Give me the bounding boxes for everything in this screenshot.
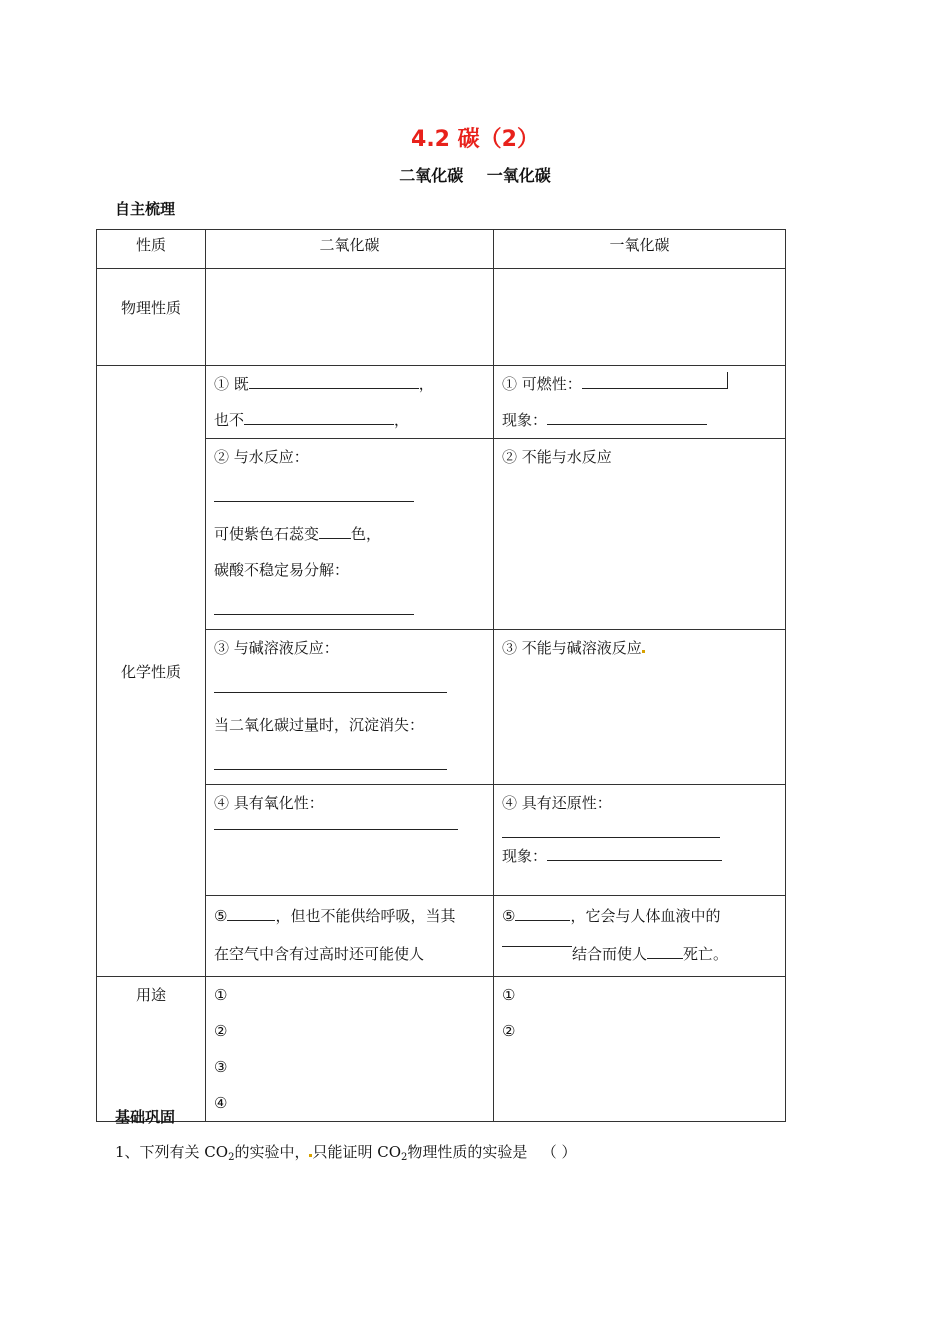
co-r5-b-end: 死亡。 bbox=[683, 945, 729, 963]
punct: 色， bbox=[351, 525, 382, 543]
blank bbox=[244, 408, 394, 425]
co-r3-a: ③ 不能与碱溶液反应 bbox=[502, 639, 642, 657]
blank bbox=[502, 821, 720, 838]
co-r5-b: 结合而使人 bbox=[572, 945, 648, 963]
co-r5-a: ⑤ bbox=[502, 907, 516, 925]
blank bbox=[647, 942, 683, 959]
cell-co-r3 bbox=[494, 630, 786, 785]
co2-r3-a: ③ 与碱溶液反应： bbox=[214, 639, 339, 657]
cell-co2-r1 bbox=[206, 366, 494, 439]
co2-use-2: ② bbox=[214, 1022, 228, 1040]
blank bbox=[227, 904, 275, 921]
q1-mid2: 只能证明 CO bbox=[312, 1143, 402, 1161]
table-row-chem-1 bbox=[97, 366, 786, 439]
co2-r5-a: ⑤ bbox=[214, 907, 228, 925]
header-co2: 二氧化碳 bbox=[206, 230, 494, 269]
table-row-physical bbox=[97, 269, 786, 366]
cell-co-physical bbox=[494, 269, 786, 366]
properties-table bbox=[96, 229, 786, 1122]
co2-r2-c: 碳酸不稳定易分解： bbox=[214, 561, 350, 579]
page-title: 4.2 碳（2） bbox=[411, 127, 539, 152]
blank bbox=[547, 844, 722, 861]
table-header-row bbox=[97, 230, 786, 269]
blank bbox=[249, 372, 419, 389]
co2-r5-a-end: ，但也不能供给呼吸，当其 bbox=[275, 907, 456, 925]
cell-co-r2 bbox=[494, 439, 786, 630]
section-heading-practice: 基础巩固 bbox=[115, 1108, 176, 1126]
label-chemical: 化学性质 bbox=[97, 366, 206, 977]
label-usage bbox=[97, 977, 206, 1122]
usage-label-text: 用途 bbox=[135, 986, 166, 1004]
co-r5-a-end: ，它会与人体血液中的 bbox=[570, 907, 721, 925]
blank bbox=[547, 408, 707, 425]
blank bbox=[214, 485, 414, 502]
co-r4-a: ④ 具有还原性： bbox=[502, 794, 612, 812]
cell-co2-r5 bbox=[206, 896, 494, 977]
co-r1-a: ① 可燃性： bbox=[502, 375, 582, 393]
q1-suffix: 物理性质的实验是 bbox=[407, 1143, 528, 1161]
co2-r1-b: 也不 bbox=[214, 411, 245, 429]
co2-use-1: ① bbox=[214, 986, 228, 1004]
co-use-2: ② bbox=[502, 1022, 516, 1040]
blank bbox=[319, 522, 351, 539]
co-r2-a: ② 不能与水反应 bbox=[502, 448, 612, 466]
punct: ， bbox=[394, 411, 410, 429]
cell-co2-r2 bbox=[206, 439, 494, 630]
co2-r2-b: 可使紫色石蕊变 bbox=[214, 525, 320, 543]
cell-co2-uses bbox=[206, 977, 494, 1122]
table-row-uses bbox=[97, 977, 786, 1122]
page-subtitle: 二氧化碳 一氧化碳 bbox=[399, 166, 551, 185]
answer-parenthesis: （ ） bbox=[541, 1143, 577, 1161]
cell-co2-physical bbox=[206, 269, 494, 366]
co2-r5-b: 在空气中含有过高时还可能使人 bbox=[214, 945, 425, 963]
q1-prefix: 1、下列有关 CO bbox=[115, 1143, 229, 1161]
co2-r1-a: ① 既 bbox=[214, 375, 249, 393]
blank bbox=[214, 676, 447, 693]
co2-use-3: ③ bbox=[214, 1058, 228, 1076]
q1-mid: 的实验中， bbox=[234, 1143, 310, 1161]
co-r1-b: 现象： bbox=[502, 411, 548, 429]
blank bbox=[502, 938, 572, 947]
co2-r3-b: 当二氧化碳过量时，沉淀消失： bbox=[214, 716, 425, 734]
co2-r4-a: ④ 具有氧化性： bbox=[214, 794, 324, 812]
header-property: 性质 bbox=[97, 230, 206, 269]
co-r4-b: 现象： bbox=[502, 847, 548, 865]
co-use-1: ① bbox=[502, 986, 516, 1004]
cell-co-uses bbox=[494, 977, 786, 1122]
blank bbox=[582, 372, 728, 389]
cell-co2-r4 bbox=[206, 785, 494, 896]
co2-use-4: ④ bbox=[214, 1094, 228, 1112]
cell-co-r4 bbox=[494, 785, 786, 896]
blank bbox=[214, 598, 414, 615]
punct: ， bbox=[418, 375, 434, 393]
label-physical: 物理性质 bbox=[97, 269, 206, 366]
q1-sub2: 2 bbox=[401, 1152, 408, 1163]
section-heading-review: 自主梳理 bbox=[115, 200, 176, 218]
blank bbox=[214, 753, 447, 770]
question-1 bbox=[115, 1141, 577, 1163]
blank bbox=[515, 904, 570, 921]
cell-co-r1 bbox=[494, 366, 786, 439]
mark-dot bbox=[642, 650, 645, 653]
co2-r2-a: ② 与水反应： bbox=[214, 448, 309, 466]
q1-sub1: 2 bbox=[228, 1152, 235, 1163]
cell-co-r5 bbox=[494, 896, 786, 977]
header-co: 一氧化碳 bbox=[494, 230, 786, 269]
cell-co2-r3 bbox=[206, 630, 494, 785]
